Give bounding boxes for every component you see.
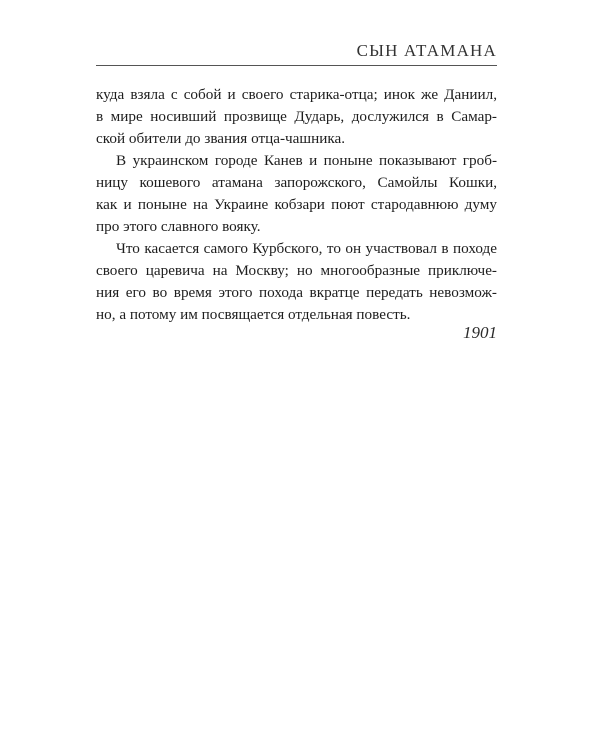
text-line: как и поныне на Украине кобзари поют стародавнюю думу [96, 196, 497, 213]
text-line: в миpe носивший прозвище Дударь, дослужился в Самар- [96, 108, 497, 125]
paragraph-3 [96, 238, 497, 326]
text-line: но, а потому им посвящается отдельная повесть. [96, 306, 411, 323]
text-line: ской обители до звания отца-чашника. [96, 130, 346, 147]
running-header [96, 40, 497, 66]
main-text [96, 84, 497, 326]
text-line: куда взяла с собой и своего старика-отца; инок же Даниил, [96, 86, 497, 103]
paragraph-2 [96, 150, 497, 238]
header-rule [96, 65, 497, 66]
paragraph-1 [96, 84, 497, 150]
date-signature: 1901 [463, 323, 497, 342]
text-line: ницу кошевого атамана запорожского, Самойлы Кошки, [96, 174, 497, 191]
text-line: своего царевича на Москву; но многообразные приключе- [96, 262, 497, 279]
text-line: ния его во время этого похода вкратце передать невозмож- [96, 284, 497, 301]
text-line: про этого славного вояку. [96, 218, 261, 235]
running-header-title: СЫН АТАМАНА [356, 41, 497, 60]
text-line: Что касается самого Курбского, то он участвовал в походе [116, 240, 497, 257]
text-line: В украинском городе Канев и поныне показывают гроб- [116, 152, 497, 169]
